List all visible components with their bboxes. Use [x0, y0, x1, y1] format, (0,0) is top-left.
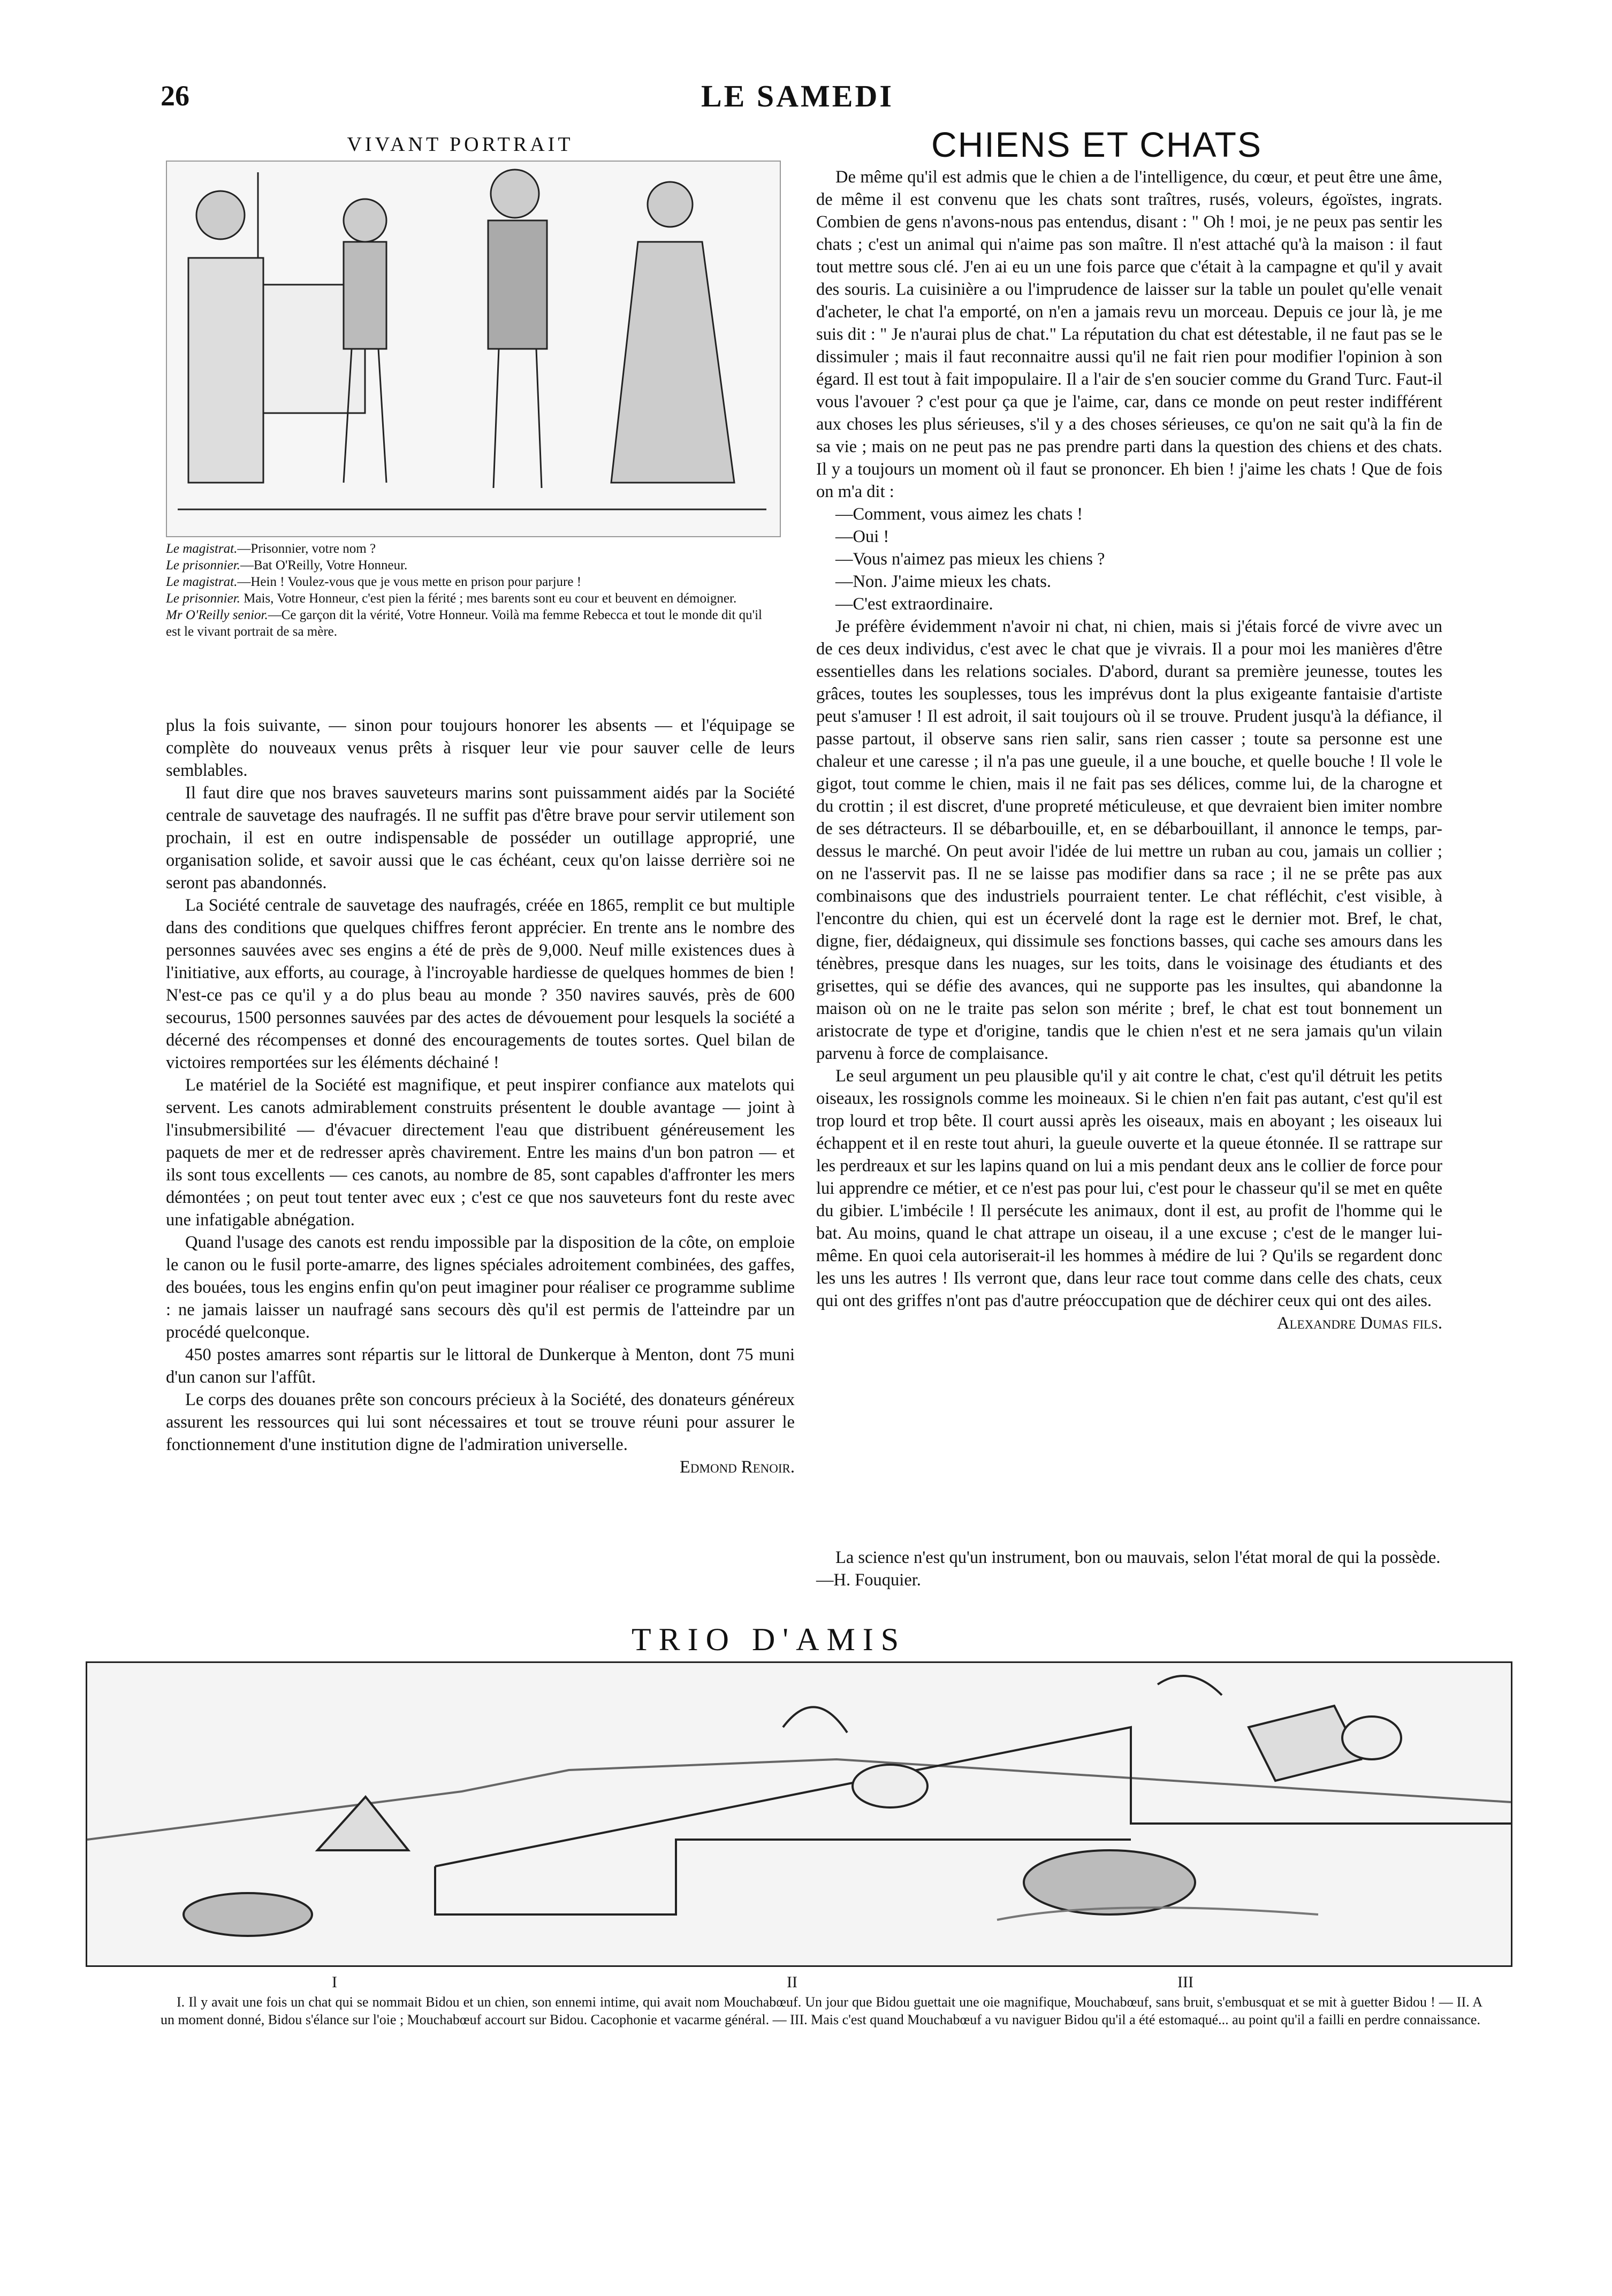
- right-article: [816, 166, 1442, 1334]
- left-article: [166, 714, 795, 1478]
- paragraph: Je préfère évidemment n'avoir ni chat, ni chien, mais si j'étais forcé de vivre avec un de ces deux individus, c'est avec le chat que je vivrais. Il a pour moi les manières d'être essentielles dans les relations sociales. D'abord, durant sa première jeunesse, toutes les grâces, toutes les souplesses, tous les imprévus dont la plus exigeante fantaisie d'artiste peut s'amuser ! Il est adroit, il sait toujours où il se trouve. Prudent jusqu'à la défiance, il passe partout, il observe sans rien salir, sans rien casser ; toute sa personne est une chaleur et une caresse ; il n'a pas une gueule, il a une bouche, et quelle bouche ! Il vole le gigot, tout comme le chien, mais il ne fait pas ses délices, comme lui, de la charogne et du crottin ; il est discret, d'une propreté méticuleuse, et que devraient bien imiter nombre de ses détracteurs. Il se débarbouille, et, en se débarbouillant, il annonce le temps, par-dessus le marché. On peut avoir l'idée de lui mettre un ruban au cou, jamais un collier ; on ne l'asservit pas. Il ne se laisse pas modifier dans sa race ; il ne se prête pas aux combinaisons que des industriels pourraient tenter. Le chat réfléchit, c'est visible, à l'encontre du chien, qui est un écervelé dont la rage est le dernier mot. Bref, le chat, digne, fier, dédaigneux, qui dissimule ses fonctions basses, qui cache ses amours dans les ténèbres, presque dans les nuages, sur les toits, dans le voisinage des étudiants et des grisettes, qui se défie des avances, qui ne supporte pas les insultes, qui abandonne la maison où on ne le traite pas selon son mérite ; bref, le chat est tout bonnement un aristocrate de type et d'origine, tandis que le chien n'est et ne sera jamais qu'un vilain parvenu à force de complaisance.: [816, 617, 1442, 1063]
- paragraph: Le matériel de la Société est magnifique, et peut inspirer confiance aux matelots qui servent. Les canots admirablement construits présentent le double avantage — joint à l'insubmersibilité — d'évacuer directement l'eau que distribuent généreusement les paquets de mer et de redresser après chavirement. Entre les mains d'un bon patron — et ils sont tous excellents — ces canots, au nombre de 85, sont capables d'affronter les mers démontées ; on peut tout tenter avec eux ; c'est ce que nos sauveteurs font du reste avec une infatigable abnégation.: [166, 1075, 795, 1230]
- strip-caption: [161, 1993, 1482, 2028]
- caption-line: Le magistrat.—Prisonnier, votre nom ?: [166, 541, 376, 556]
- caption-line: Mr O'Reilly senior.—Ce garçon dit la vérité, Votre Honneur. Voilà ma femme Rebecca et tout le monde dit qu'il est le vivant portrait de sa mère.: [166, 608, 763, 639]
- dialogue-line: —Comment, vous aimez les chats !: [835, 505, 1083, 524]
- panel-number: I: [332, 1973, 337, 1991]
- newspaper-title: LE SAMEDI: [701, 79, 894, 113]
- dialogue-line: —Vous n'aimez pas mieux les chiens ?: [835, 550, 1105, 569]
- quote-block: [816, 1546, 1442, 1591]
- paragraph: Le seul argument un peu plausible qu'il y ait contre le chat, c'est qu'il détruit les petits oiseaux, les rossignols comme les moineaux. Si le chien n'en fait pas autant, c'est qu'il est trop lourd et trop bête. Il court aussi après les oiseaux, mais en aboyant ; les oiseaux lui échappent et il en reste tout ahuri, la gueule ouverte et la queue étonnée. Il se rattrape sur les perdreaux et sur les lapins quand on lui a mis pendant deux ans le collier de force pour lui apprendre ce métier, et ce n'est pas pour lui, c'est pour le chasseur qu'il se met en quête du gibier. L'imbécile ! Il persécute les animaux, dont il est, au profit de l'homme qui le bat. Au moins, quand le chat attrape un oiseau, il a une excuse ; c'est de le manger lui-même. En quoi cela autoriserait-il les hommes à médire de lui ? Qu'ils se regardent donc les uns les autres ! Ils verront que, dans leur race tout comme dans celle des chats, ceux qui ont des griffes n'ont pas d'autre préoccupation que de déchirer ceux qui ont des ailes.: [816, 1066, 1442, 1310]
- paragraph: De même qu'il est admis que le chien a de l'intelligence, du cœur, et peut être une âme, de même il est convenu que les chats sont traîtres, rusés, voleurs, égoïstes, ingrats. Combien de gens n'avons-nous pas entendus, disant : " Oh ! moi, je ne peux pas sentir les chats ; c'est un animal qui n'aime pas son maître. Il n'est attaché qu'à la maison : il faut tout mettre sous clé. J'en ai eu un une fois parce que c'était à la campagne et qu'il y avait des souris. La cuisinière a ou l'imprudence de laisser sur la table un poulet qu'elle venait d'acheter, le chat l'a emporté, on n'en a jamais revu un morceau. Depuis ce jour là, je me suis dit : " Je n'aurai plus de chat." La réputation du chat est détestable, il ne faut pas se le dissimuler ; mais il faut reconnaitre aussi qu'il ne fait rien pour modifier l'opinion à son égard. Il est tout à fait impopulaire. Il a l'air de s'en soucier comme du Grand Turc. Faut-il vous l'avouer ? c'est pour ça que je l'aime, car, dans ce monde on peut rester indifférent aux choses les plus sérieuses, s'il y a des choses sérieuses, ce qu'on ne sait qu'à la fin de sa vie ; mais on ne peut pas ne pas prendre parti dans la question des chiens et des chats. Il y a toujours un moment où il faut se prononcer. Eh bien ! j'aime les chats ! Que de fois on m'a dit :: [816, 167, 1442, 501]
- cartoon-illustration: [166, 161, 781, 537]
- comic-strip-illustration: [86, 1661, 1512, 1967]
- panel-number: II: [787, 1973, 797, 1991]
- article-signature: Alexandre Dumas fils.: [1277, 1314, 1442, 1333]
- panel-number: III: [1177, 1973, 1193, 1991]
- paragraph: Il faut dire que nos braves sauveteurs marins sont puissamment aidés par la Société centrale de sauvetage des naufragés. Il ne suffit pas d'être brave pour servir utilement son prochain, il est en outre indispensable de posséder un outillage approprié, une organisation solide, et savoir aussi que le cas échéant, ceux qu'on laisse derrière soi ne seront pas abandonnés.: [166, 783, 795, 893]
- paragraph: Le corps des douanes prête son concours précieux à la Société, des donateurs généreux assurent les ressources qui lui sont nécessaires et tout se trouve réuni pour assurer le fonctionnement d'une institution digne de l'admiration universelle.: [166, 1390, 795, 1454]
- paragraph: La Société centrale de sauvetage des naufragés, créée en 1865, remplit ce but multiple dans des conditions que quelques chiffres feront apprécier. En trente ans le nombre des personnes sauvées avec ses engins a été de près de 9,000. Neuf mille existences dues à l'initiative, aux efforts, au courage, à l'incroyable hardiesse de quelques hommes de bien ! N'est-ce pas ce qu'il y a do plus beau au monde ? 350 navires sauvés, près de 600 secourus, 1500 personnes sauvées par des actes de dévouement pour lesquels la société a décerné des récompenses et donné des encouragements de toutes sortes. Quel bilan de victoires remportées sur les éléments déchainé !: [166, 896, 795, 1072]
- quote-text: La science n'est qu'un instrument, bon ou mauvais, selon l'état moral de qui la possède.—H. Fouquier.: [816, 1548, 1441, 1590]
- cartoon-caption: [166, 540, 779, 640]
- page-number: 26: [161, 80, 189, 112]
- strip-title: TRIO D'AMIS: [632, 1622, 907, 1657]
- caption-line: Le magistrat.—Hein ! Voulez-vous que je vous mette en prison pour parjure !: [166, 575, 582, 589]
- cartoon-title: VIVANT PORTRAIT: [347, 133, 574, 156]
- paragraph: 450 postes amarres sont répartis sur le littoral de Dunkerque à Menton, dont 75 muni d'un canon sur l'affût.: [166, 1345, 795, 1387]
- article-signature: Edmond Renoir.: [680, 1458, 795, 1477]
- dialogue-line: —Oui !: [835, 527, 889, 546]
- dialogue-line: —C'est extraordinaire.: [835, 594, 993, 614]
- paragraph: Quand l'usage des canots est rendu impossible par la disposition de la côte, on emploie le canon ou le fusil porte-amarre, des lignes spéciales adroitement combinées, des gaffes, des bouées, tous les engins enfin qu'on peut imaginer pour réaliser ce programme sublime : ne jamais laisser un naufragé sans secours dès qu'il est permis de l'atteindre par un procédé quelconque.: [166, 1233, 795, 1342]
- caption-line: Le prisonnier.—Bat O'Reilly, Votre Honneur.: [166, 558, 408, 573]
- paragraph: plus la fois suivante, — sinon pour toujours honorer les absents — et l'équipage se complète do nouveaux venus prêts à risquer leur vie pour sauver celle de leurs semblables.: [166, 716, 795, 780]
- dialogue-line: —Non. J'aime mieux les chats.: [835, 572, 1051, 591]
- caption-line: Le prisonnier. Mais, Votre Honneur, c'est pien la férité ; mes barents sont eu cour et beuvent en démoigner.: [166, 591, 737, 606]
- caption-text: I. Il y avait une fois un chat qui se nommait Bidou et un chien, son ennemi intime, qui avait nom Mouchabœuf. Un jour que Bidou guettait une oie magnifique, Mouchabœuf, sans bruit, s'embusquat et se mit à guetter Bidou ! — II. A un moment donné, Bidou s'élance sur l'oie ; Mouchabœuf accourt sur Bidou. Cacophonie et vacarme général. — III. Mais c'est quand Mouchabœuf a vu naviguer Bidou qu'il a été estomaqué... au point qu'il a failli en perdre connaissance.: [161, 1994, 1482, 2027]
- article-title: CHIENS ET CHATS: [931, 125, 1262, 164]
- courtroom-illustration: [167, 162, 780, 536]
- comic-strip-drawing: [87, 1663, 1511, 1965]
